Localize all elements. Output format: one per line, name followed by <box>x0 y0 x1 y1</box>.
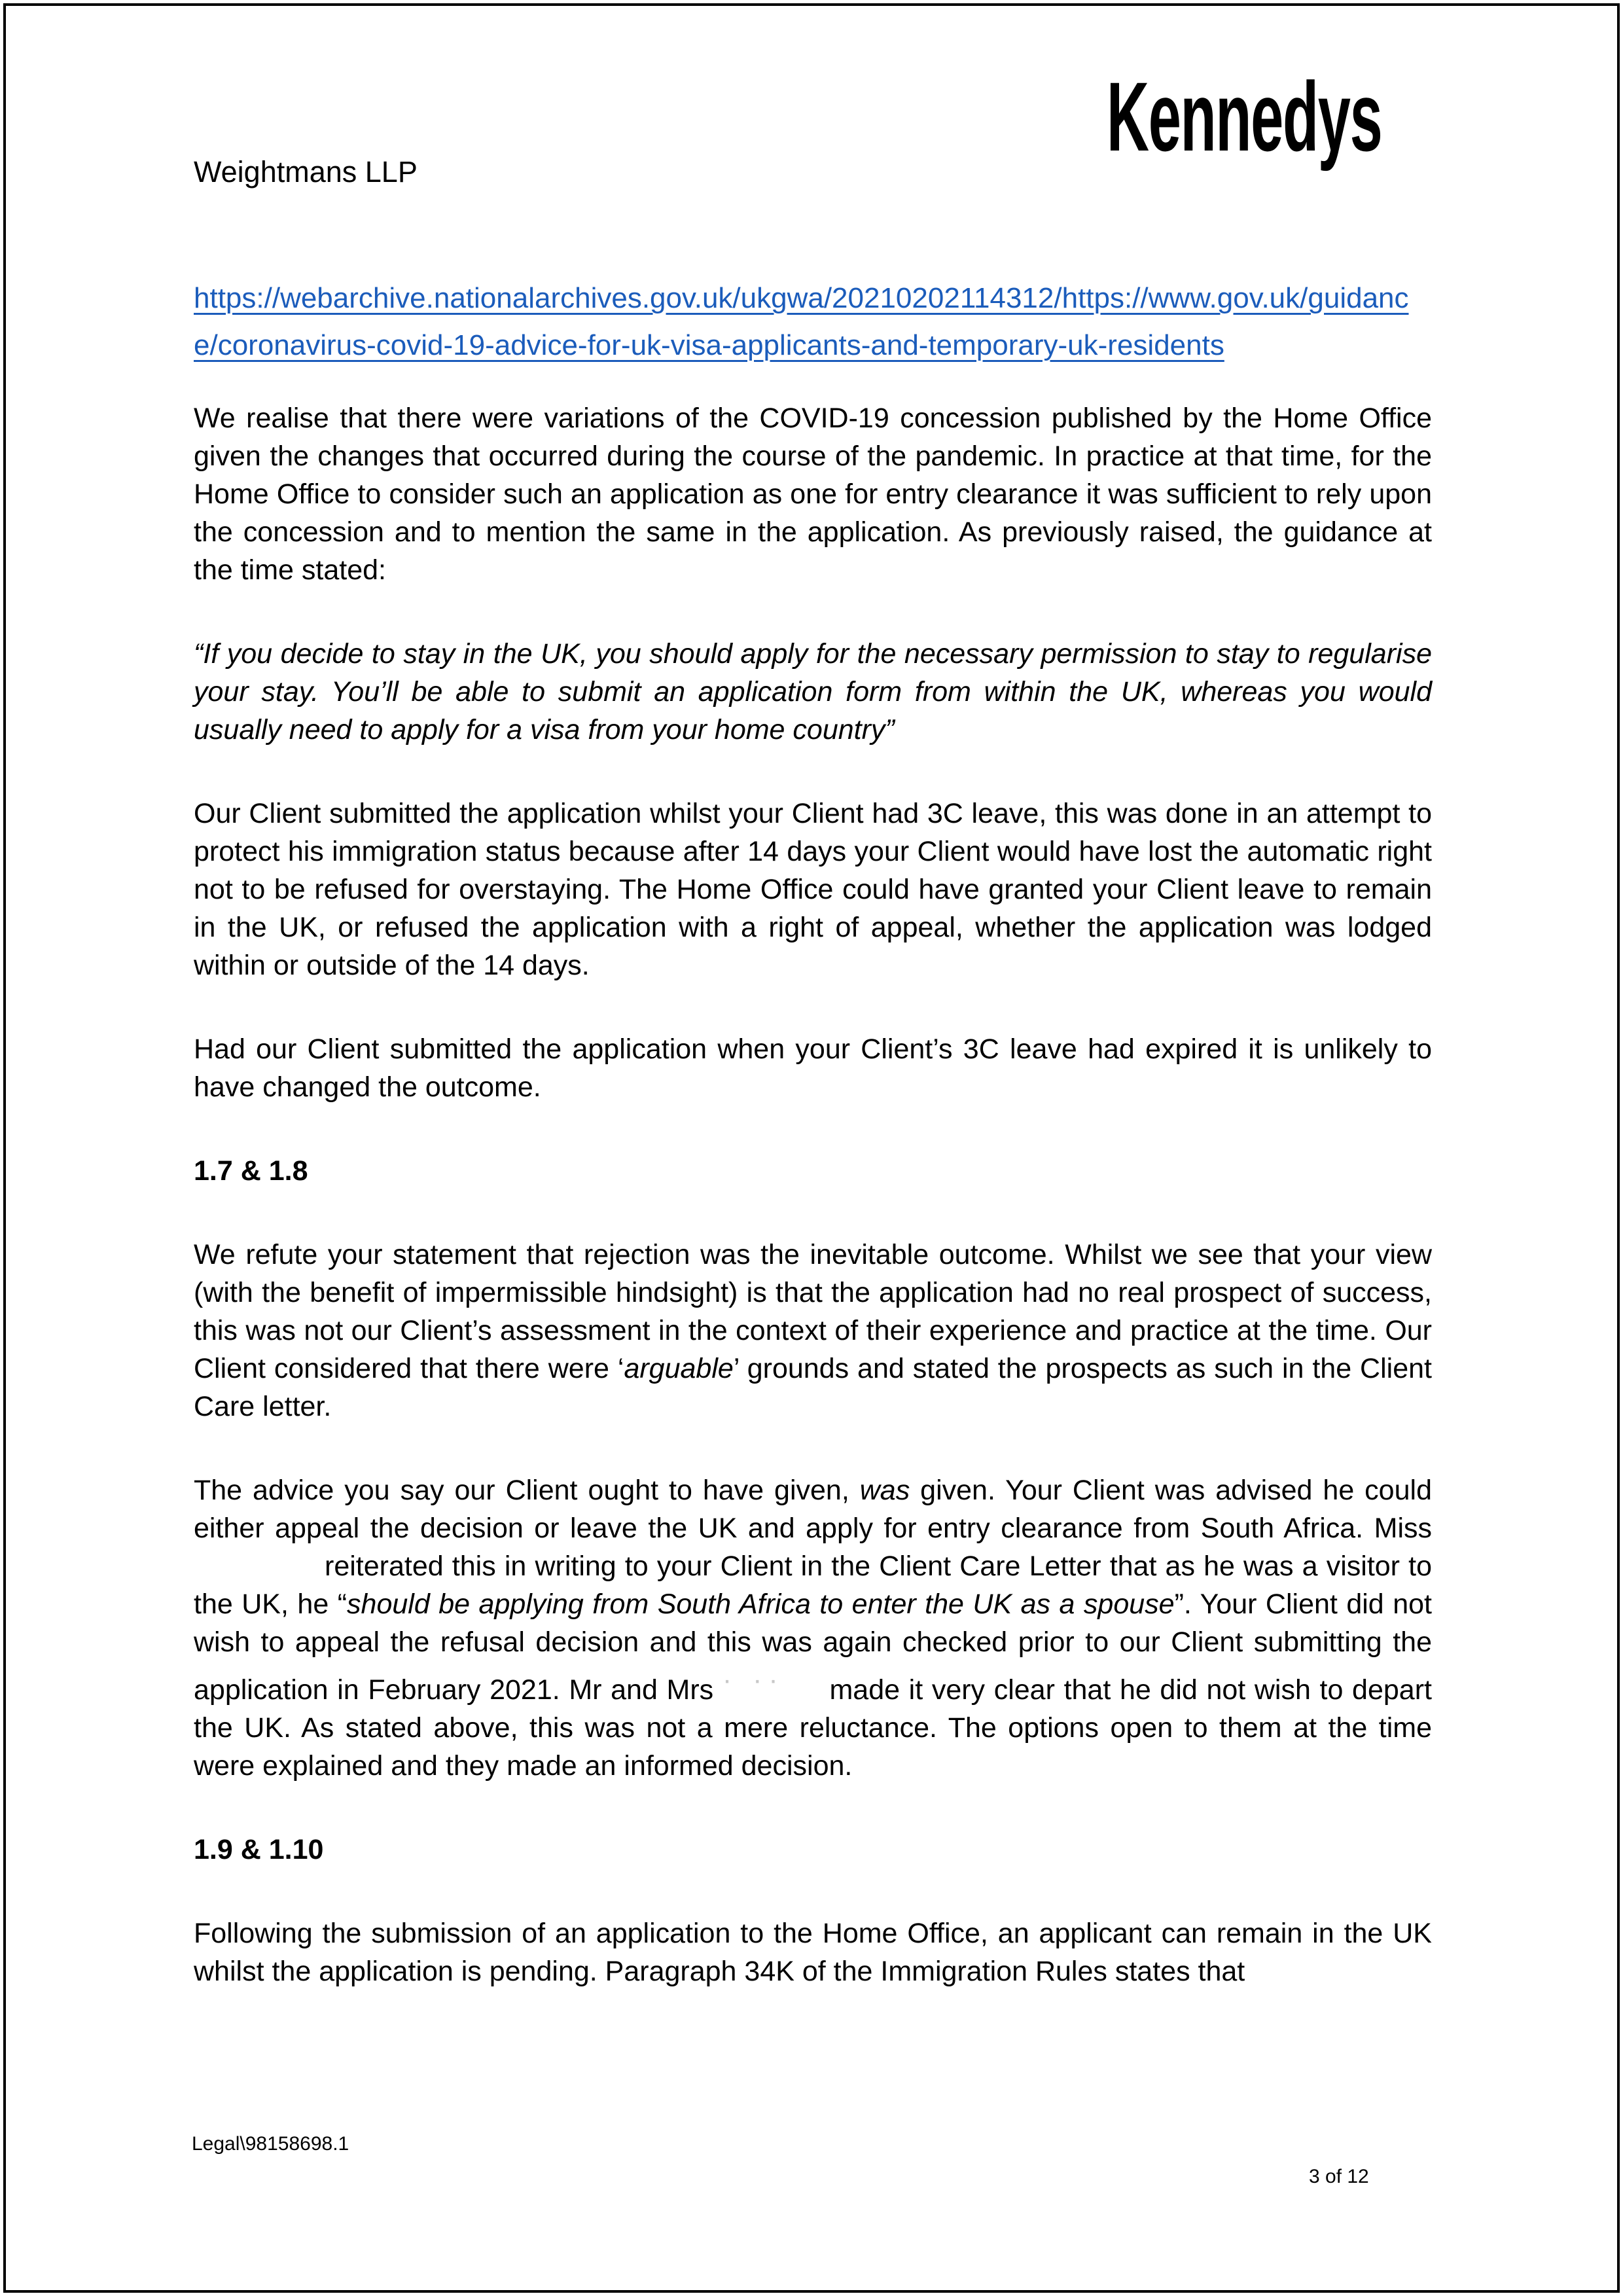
paragraph-refute-statement: We refute your statement that rejection was the inevitable outcome. Whilst we see that your view (with the benefit of impermissible hindsight) is that the application had no real prospect of success, this was not our Client’s assessment in the context of their experience and practice at the time. Our Client considered that there were ‘arguable’ grounds and stated the prospects as such in the Client Care letter. <box>194 1239 1432 1422</box>
kennedys-logo: Kennedys <box>1107 62 1382 171</box>
document-reference: Legal\98158698.1 <box>192 2133 349 2155</box>
page-number: 3 of 12 <box>1309 2166 1369 2187</box>
heading-1-9-1-10: 1.9 & 1.10 <box>194 1834 324 1865</box>
paragraph-expired-outcome: Had our Client submitted the application when your Client’s 3C leave had expired it is unlikely to have changed the outcome. <box>194 1033 1432 1103</box>
paragraph-guidance-quote: “If you decide to stay in the UK, you should apply for the necessary permission to stay to regularise your stay. You’ll be able to submit an application form from within the UK, whereas you would usually need to apply for a visa from your home country” <box>194 638 1432 745</box>
paragraph-covid-concession: We realise that there were variations of the COVID-19 concession published by the Home Office given the changes that occurred during the course of the pandemic. In practice at that time, for the Home Office to consider such an application as one for entry clearance it was sufficient to rely upon the concession and to mention the same in the application. As previously raised, the guidance at the time stated: <box>194 403 1432 586</box>
heading-1-7-1-8: 1.7 & 1.8 <box>194 1155 308 1187</box>
recipient-name: Weightmans LLP <box>194 155 418 188</box>
paragraph-advice-given: The advice you say our Client ought to have given, was given. Your Client was advised he could either appeal the decision or leave the UK and apply for entry clearance from South Africa. Missreiterated this in writing to your Client in the Client Care Letter that as he was a visitor to the UK, he “should be applying from South Africa to enter the UK as a spouse”. Your Client did not wish to appeal the refusal decision and this was again checked prior to our Client submitting the application in February 2021. Mr and Mrs · ·· made it very clear that he did not wish to depart the UK. As stated above, this was not a mere reluctance. The options open to them at the time were explained and they made an informed decision. <box>194 1475 1432 1782</box>
archive-hyperlink[interactable]: https://webarchive.nationalarchives.gov.uk/ukgwa/20210202114312/https://www.gov.uk/guidance/coronavirus-covid-19-advice-for-uk-visa-applicants-and-temporary-uk-residents <box>194 282 1409 361</box>
paragraph-3c-leave: Our Client submitted the application whilst your Client had 3C leave, this was done in an attempt to protect his immigration status because after 14 days your Client would have lost the automatic right not to be refused for overstaying. The Home Office could have granted your Client leave to remain in the UK, or refused the application with a right of appeal, whether the application was lodged within or outside of the 14 days. <box>194 798 1432 981</box>
letter-body <box>194 275 1432 2036</box>
redacted-name <box>194 1574 325 1575</box>
paragraph-34k-rules: Following the submission of an application to the Home Office, an applicant can remain in the UK whilst the application is pending. Paragraph 34K of the Immigration Rules states that <box>194 1918 1432 1987</box>
redacted-name: · ·· <box>722 1664 785 1696</box>
